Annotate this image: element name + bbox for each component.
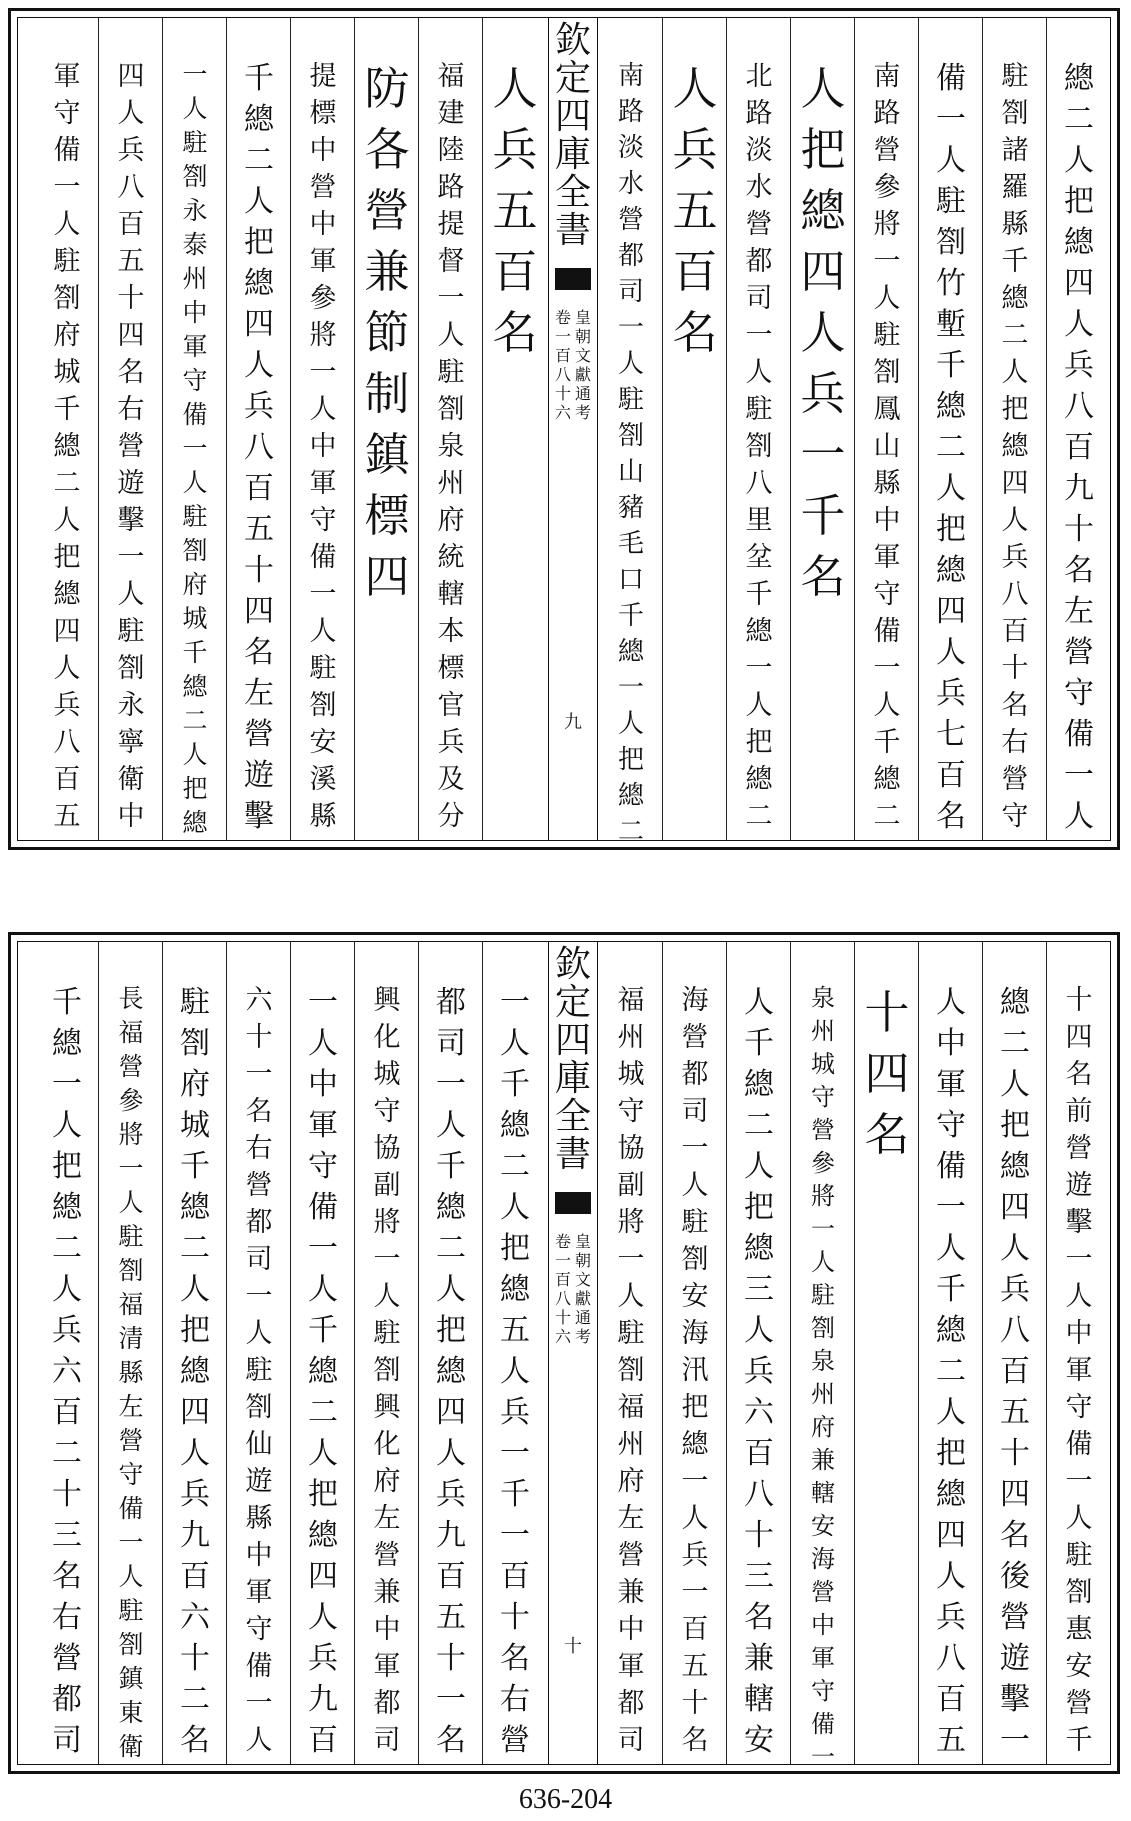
column-text: 千 總 一 人 把 總 二 人 兵 六 百 二 十 三 名 右 營 都 司	[52, 985, 82, 1758]
column-rule	[482, 18, 483, 840]
subtitle-right: 皇 朝 文 獻 通 考	[574, 308, 591, 422]
column-text: 駐 劄 諸 羅 縣 千 總 二 人 把 總 四 人 兵 八 百 十 名 右 營 守	[1001, 61, 1029, 832]
text-column	[36, 942, 98, 1764]
column-text: 一 人 千 總 二 人 把 總 五 人 兵 一 千 一 百 十 名 右 營	[500, 985, 530, 1758]
column-text: 駐 劄 府 城 千 總 二 人 把 總 四 人 兵 九 百 六 十 二 名	[180, 985, 210, 1758]
subtitle-left: 卷 一 百 八 十 六	[554, 308, 571, 422]
column-text: 一 人 駐 劄 永 泰 州 中 軍 守 備 一 人 駐 劄 府 城 千 總 二 人 把 總	[182, 60, 208, 837]
page-reference: 636-204	[518, 1784, 613, 1815]
column-text: 提 標 中 營 中 軍 參 將 一 人 中 軍 守 備 一 人 駐 劄 安 溪 縣	[309, 61, 337, 832]
column-rule	[354, 18, 355, 840]
column-rule	[662, 18, 663, 840]
bottom-page	[8, 932, 1120, 1774]
column-text: 人 千 總 二 人 把 總 三 人 兵 六 百 八 十 三 名 兼 轄 安	[744, 985, 774, 1758]
fish-tail-mark	[555, 1192, 591, 1214]
text-column	[292, 18, 354, 840]
text-column	[792, 18, 854, 840]
column-rule	[226, 18, 227, 840]
column-rule	[726, 942, 727, 1764]
column-rule	[290, 942, 291, 1764]
column-text: 泉 州 城 守 營 參 將 一 人 駐 劄 泉 州 府 兼 轄 安 海 營 中 軍 守 備 一	[811, 984, 835, 1771]
book-title: 欽 定 四 庫 全 書	[554, 20, 591, 251]
column-rule	[982, 942, 983, 1764]
column-rule	[854, 942, 855, 1764]
text-column	[984, 18, 1046, 840]
gutter-subtitle	[549, 1232, 597, 1346]
column-text: 福 建 陸 路 提 督 一 人 駐 劄 泉 州 府 統 轄 本 標 官 兵 及 分	[437, 61, 465, 832]
column-text: 人 兵 五 百 名	[492, 62, 538, 359]
column-rule	[982, 18, 983, 840]
text-column	[856, 942, 918, 1764]
column-text: 十 四 名 前 營 遊 擊 一 人 中 軍 守 備 一 人 駐 劄 惠 安 營 千	[1065, 985, 1093, 1756]
text-column	[164, 18, 226, 840]
column-text: 人 把 總 四 人 兵 一 千 名	[800, 62, 846, 603]
text-column	[728, 942, 790, 1764]
text-column	[484, 18, 546, 840]
center-gutter	[548, 942, 598, 1764]
column-rule	[354, 942, 355, 1764]
column-text: 都 司 一 人 千 總 二 人 把 總 四 人 兵 九 百 五 十 一 名	[436, 985, 466, 1758]
text-column	[228, 942, 290, 1764]
gutter-subtitle	[549, 308, 597, 422]
text-column	[36, 18, 98, 840]
text-column	[420, 18, 482, 840]
column-text: 一 人 中 軍 守 備 一 人 千 總 二 人 把 總 四 人 兵 九 百	[308, 985, 338, 1758]
text-column	[100, 18, 162, 840]
text-column	[356, 18, 418, 840]
column-text: 長 福 營 參 將 一 人 駐 劄 福 清 縣 左 營 守 備 一 人 駐 劄 鎮 東 衛	[118, 984, 144, 1761]
column-rule	[482, 942, 483, 1764]
text-column	[664, 942, 726, 1764]
text-column	[100, 942, 162, 1764]
column-rule	[790, 18, 791, 840]
column-text: 備 一 人 駐 劄 竹 塹 千 總 二 人 把 總 四 人 兵 七 百 名	[936, 61, 966, 834]
column-rule	[418, 18, 419, 840]
text-column	[984, 942, 1046, 1764]
column-rule	[98, 18, 99, 840]
text-column	[164, 942, 226, 1764]
column-rule	[290, 18, 291, 840]
folio-number: 十	[564, 1636, 582, 1657]
column-text: 南 路 淡 水 營 都 司 一 人 駐 劄 山 豬 毛 口 千 總 一 人 把 總 二	[617, 61, 644, 847]
text-column	[228, 18, 290, 840]
column-text: 千 總 二 人 把 總 四 人 兵 八 百 五 十 四 名 左 營 遊 擊	[244, 61, 274, 834]
subtitle-right: 皇 朝 文 獻 通 考	[574, 1232, 591, 1346]
column-rule	[418, 942, 419, 1764]
text-column	[728, 18, 790, 840]
top-page	[8, 8, 1120, 850]
text-column	[292, 942, 354, 1764]
text-column	[1048, 18, 1110, 840]
column-text: 十 四 名	[864, 986, 910, 1161]
column-text: 軍 守 備 一 人 駐 劄 府 城 千 總 二 人 把 總 四 人 兵 八 百 五	[53, 61, 81, 832]
column-text: 福 州 城 守 協 副 將 一 人 駐 劄 福 州 府 左 營 兼 中 軍 都 司	[617, 985, 645, 1756]
column-rule	[726, 18, 727, 840]
book-title: 欽 定 四 庫 全 書	[554, 944, 591, 1175]
text-column	[920, 18, 982, 840]
column-text: 南 路 營 參 將 一 人 駐 劄 鳳 山 縣 中 軍 守 備 一 人 千 總 二	[873, 61, 901, 832]
column-text: 防 各 營 兼 節 制 鎮 標 四	[364, 62, 410, 603]
text-column	[356, 942, 418, 1764]
text-column	[600, 942, 662, 1764]
text-column	[600, 18, 662, 847]
text-column	[664, 18, 726, 840]
column-text: 北 路 淡 水 營 都 司 一 人 駐 劄 八 里 坌 千 總 一 人 把 總 二	[745, 61, 773, 832]
column-text: 興 化 城 守 協 副 將 一 人 駐 劄 興 化 府 左 營 兼 中 軍 都 司	[373, 985, 401, 1756]
text-column	[484, 942, 546, 1764]
text-column	[1048, 942, 1110, 1764]
text-column	[420, 942, 482, 1764]
column-rule	[790, 942, 791, 1764]
bottom-page-frame	[17, 941, 1111, 1771]
center-gutter	[548, 18, 598, 840]
column-rule	[226, 942, 227, 1764]
text-column	[920, 942, 982, 1764]
column-rule	[854, 18, 855, 840]
column-rule	[918, 942, 919, 1764]
text-column	[792, 942, 854, 1771]
subtitle-left: 卷 一 百 八 十 六	[554, 1232, 571, 1346]
column-rule	[1046, 18, 1047, 840]
text-column	[856, 18, 918, 840]
column-rule	[1046, 942, 1047, 1764]
column-text: 海 營 都 司 一 人 駐 劄 安 海 汛 把 總 一 人 兵 一 百 五 十 名	[681, 985, 709, 1756]
column-text: 四 人 兵 八 百 五 十 四 名 右 營 遊 擊 一 人 駐 劄 永 寧 衛 中	[117, 61, 145, 832]
column-text: 總 二 人 把 總 四 人 兵 八 百 九 十 名 左 營 守 備 一 人	[1064, 61, 1094, 834]
column-text: 人 中 軍 守 備 一 人 千 總 二 人 把 總 四 人 兵 八 百 五	[936, 985, 966, 1758]
column-rule	[918, 18, 919, 840]
column-text: 六 十 一 名 右 營 都 司 一 人 駐 劄 仙 遊 縣 中 軍 守 備 一 人	[245, 985, 273, 1756]
column-rule	[162, 18, 163, 840]
column-rule	[162, 942, 163, 1764]
column-text: 總 二 人 把 總 四 人 兵 八 百 五 十 四 名 後 營 遊 擊 一	[1000, 985, 1030, 1758]
fish-tail-mark	[555, 268, 591, 290]
column-text: 人 兵 五 百 名	[672, 62, 718, 359]
top-page-frame	[17, 17, 1111, 847]
column-rule	[662, 942, 663, 1764]
folio-number: 九	[564, 712, 582, 733]
column-rule	[98, 942, 99, 1764]
